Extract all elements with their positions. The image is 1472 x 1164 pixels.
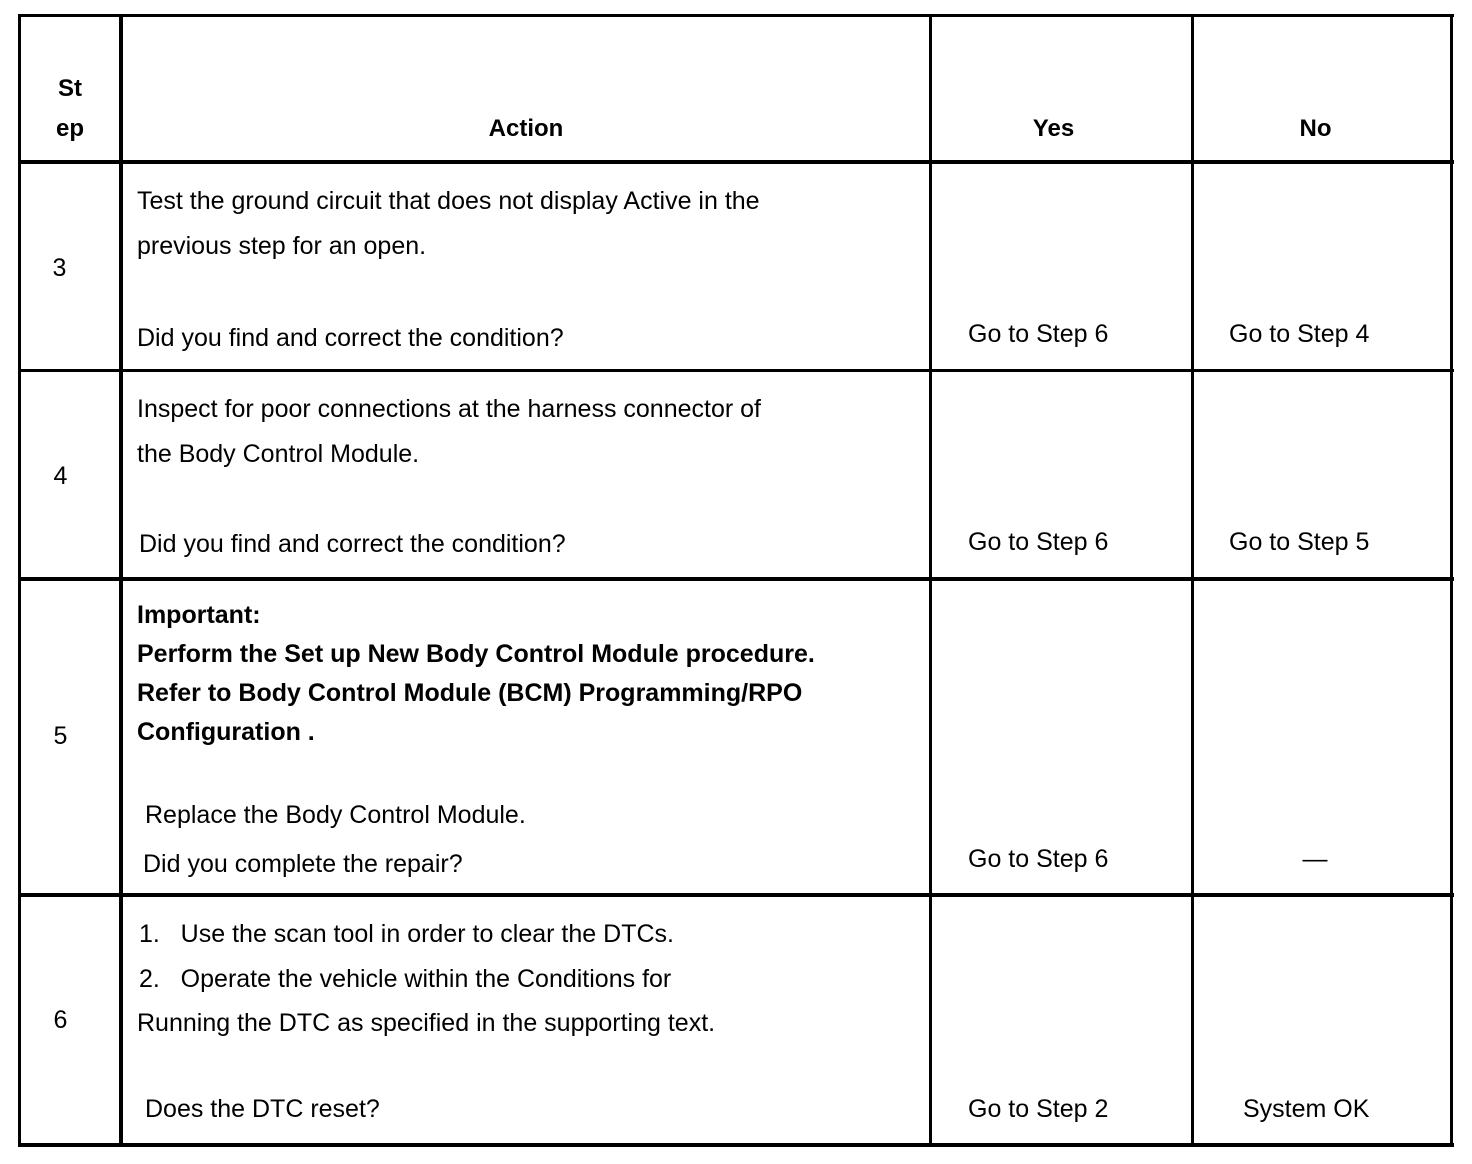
header-action: Action <box>488 115 564 142</box>
action-question: Did you find and correct the condition? <box>139 530 566 558</box>
action-text: the Body Control Module. <box>137 440 420 468</box>
no-result: Go to Step 4 <box>1229 320 1370 348</box>
yes-result: Go to Step 6 <box>968 528 1109 556</box>
action-text: previous step for an open. <box>137 232 427 260</box>
important-text: Perform the Set up New Body Control Module procedure. <box>137 640 815 668</box>
header-step-line2: ep <box>55 115 84 142</box>
action-text: Inspect for poor connections at the harness connector of <box>137 395 761 423</box>
row-divider <box>18 369 1454 372</box>
action-text: 1. Use the scan tool in order to clear the DTCs. <box>139 920 674 948</box>
header-yes: Yes <box>1032 115 1075 142</box>
important-label: Important: <box>137 601 261 629</box>
column-divider <box>929 14 932 1147</box>
header-step-line1: St <box>58 75 82 102</box>
header-bottom-border <box>18 160 1454 164</box>
table-right-border <box>1450 14 1453 1147</box>
row-divider <box>18 577 1454 581</box>
step-number: 6 <box>53 1006 68 1034</box>
yes-result: Go to Step 2 <box>968 1095 1109 1123</box>
step-number: 3 <box>52 254 67 282</box>
no-result: Go to Step 5 <box>1229 528 1370 556</box>
no-result: System OK <box>1243 1095 1370 1123</box>
step-number: 5 <box>53 722 68 750</box>
header-no: No <box>1299 115 1332 142</box>
row-divider <box>18 893 1454 897</box>
no-result: — <box>1302 845 1328 873</box>
table-top-border <box>18 14 1454 17</box>
action-text: 2. Operate the vehicle within the Conditions for <box>139 965 672 993</box>
step-number: 4 <box>53 462 68 490</box>
column-divider <box>119 14 123 1147</box>
important-text: Configuration . <box>137 718 315 746</box>
action-text: Running the DTC as specified in the supporting text. <box>137 1009 716 1037</box>
header-step <box>21 74 119 144</box>
action-text: Replace the Body Control Module. <box>145 801 526 829</box>
table-left-border <box>18 14 21 1147</box>
column-divider <box>1191 14 1194 1147</box>
table-bottom-border <box>18 1143 1454 1147</box>
important-text: Refer to Body Control Module (BCM) Programming/RPO <box>137 679 803 707</box>
action-text: Test the ground circuit that does not display Active in the <box>137 187 760 215</box>
yes-result: Go to Step 6 <box>968 320 1109 348</box>
action-question: Did you complete the repair? <box>143 850 463 878</box>
action-question: Does the DTC reset? <box>145 1095 380 1123</box>
action-question: Did you find and correct the condition? <box>137 324 564 352</box>
yes-result: Go to Step 6 <box>968 845 1109 873</box>
